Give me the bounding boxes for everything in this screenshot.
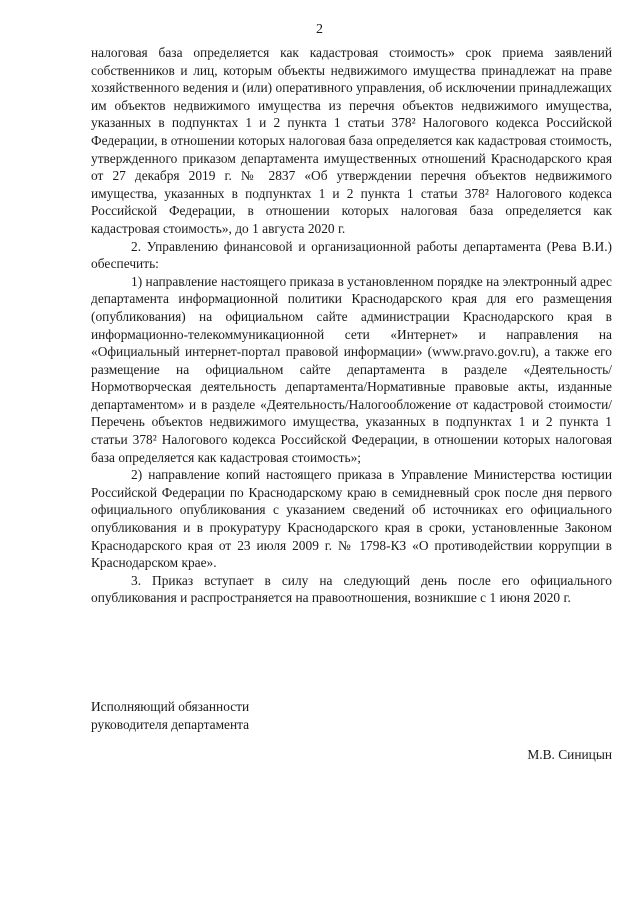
paragraph-subitem-2: 2) направление копий настоящего приказа в Управление Министерства юстиции Российской Федерации по Краснодарскому краю в семидневный срок после дня первого официального опубликования с указанием сведений об источниках его официального опубликования и в прокуратуру Краснодарского края в сроки, установленные Законом Краснодарского края от 23 июля 2009 г. № 1798-КЗ «О противодействии коррупции в Краснодарском крае».	[91, 467, 612, 571]
paragraph-item-2: 2. Управлению финансовой и организационной работы департамента (Рева В.И.) обеспечить:	[91, 238, 612, 272]
signatory-title-line-2: руководителя департамента	[91, 716, 250, 732]
signature-block	[91, 698, 612, 762]
page-number: 2	[316, 22, 323, 37]
paragraph-continuation: налоговая база определяется как кадастровая стоимость» срок приема заявлений собственников и лиц, которым объекты недвижимого имущества принадлежат на праве хозяйственного ведения и (или) оперативного управления, об исключении принадлежащих им объектов недвижимого имущества из перечня объектов недвижимого имущества, указанных в подпунктах 1 и 2 пункта 1 статьи 378² Налогового кодекса Российской Федерации, в отношении которых налоговая база определяется как кадастровая стоимость, утвержденного приказом департамента имущественных отношений Краснодарского края от 27 декабря 2019 г. № 2837 «Об утверждении перечня объектов недвижимого имущества, указанных в подпунктах 1 и 2 пункта 1 статьи 378² Налогового кодекса Российской Федерации, в отношении которых налоговая база определяется как кадастровая стоимость», до 1 августа 2020 г.	[91, 45, 612, 236]
paragraph-item-3: 3. Приказ вступает в силу на следующий день после его официального опубликования и распространяется на правоотношения, возникшие с 1 июня 2020 г.	[91, 572, 612, 606]
document-body	[91, 44, 612, 607]
signatory-name: М.В. Синицын	[527, 747, 612, 762]
paragraph-subitem-1: 1) направление настоящего приказа в установленном порядке на электронный адрес департамента информационной политики Краснодарского края для его размещения (опубликования) на официальном сайте администрации Краснодарского края в информационно-телекоммуникационной сети «Интернет» и направления на «Официальный интернет-портал правовой информации» (www.pravo.gov.ru), а также его размещение на официальном сайте департамента в разделе «Деятельность/Нормотворческая деятельность департамента/Нормативные правовые акты, изданные департаментом» и в разделе «Деятельность/Налогообложение от кадастровой стоимости/Перечень объектов недвижимого имущества, указанных в подпунктах 1 и 2 пункта 1 статьи 378² Налогового кодекса Российской Федерации, в отношении которых налоговая база определяется как кадастровая стоимость»;	[91, 273, 612, 465]
signatory-title-line-1: Исполняющий обязанности	[91, 699, 250, 714]
